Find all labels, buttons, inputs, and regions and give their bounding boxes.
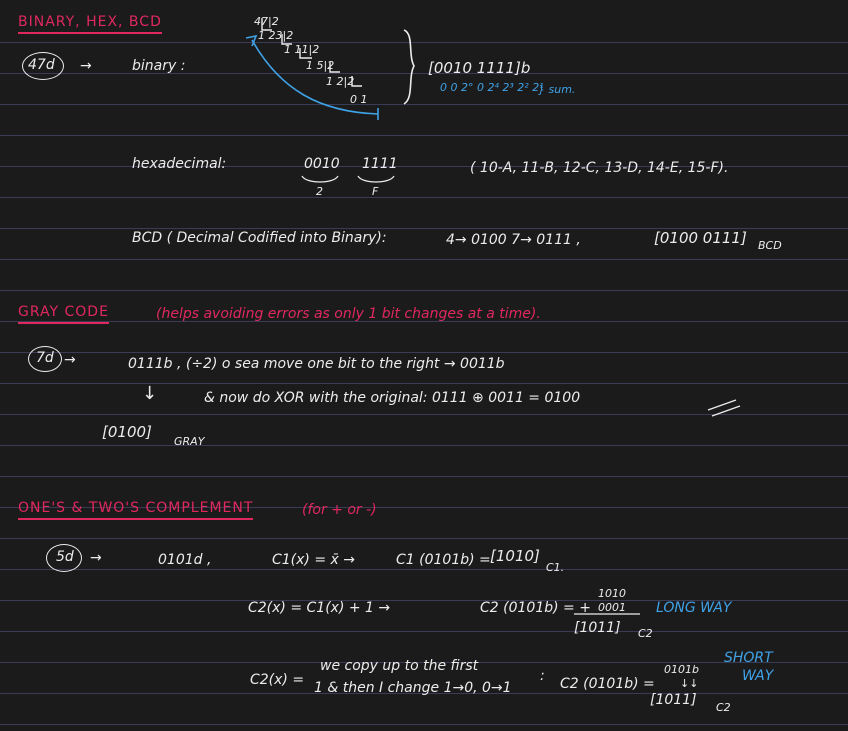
c2-short-calculation: C2 (0101b) = [560, 676, 655, 692]
gray-result: [0100] [102, 423, 152, 441]
circled-decimal-7-label: 7d [36, 350, 54, 366]
division-line-2: 1 23|2 [258, 29, 294, 42]
down-arrow-icon: ↓ [142, 383, 158, 404]
c1-calculation: C1 (0101b) = [396, 552, 491, 568]
c1-result: [1010] [490, 547, 540, 565]
binary-result: [0010 1111]b [428, 59, 531, 77]
short-way-result: [1011] [650, 692, 697, 708]
c2-definition: C2(x) = C1(x) + 1 → [248, 600, 391, 616]
hex-group-2: 1111 [362, 156, 398, 172]
colon-separator: : [540, 668, 545, 684]
c1-definition: C1(x) = x̄ → [272, 552, 355, 568]
long-way-label: LONG WAY [656, 600, 732, 616]
short-way-arrows: ↓↓ [680, 677, 699, 690]
bcd-mapping: 4→ 0100 7→ 0111 , [446, 232, 581, 248]
binary-sum-powers: 0 0 2° 0 2⁴ 2³ 2² 2¹ [440, 81, 544, 94]
c2-calculation: C2 (0101b) = + [480, 600, 591, 616]
short-way-top: 0101b [664, 663, 699, 676]
hex-group-1: 0010 [304, 156, 340, 172]
division-line-1: 47|2 [254, 15, 279, 28]
addition-top: 1010 [598, 587, 626, 600]
gray-code-note: (helps avoiding errors as only 1 bit changes at a time). [156, 306, 541, 322]
addition-bottom: 0001 [598, 601, 626, 614]
c2-short-definition: C2(x) = [250, 672, 305, 688]
short-way-result-subscript: C2 [716, 701, 731, 714]
gray-result-subscript: GRAY [174, 435, 205, 448]
division-line-6: 0 1 [350, 93, 368, 106]
complement-note: (for + or -) [302, 502, 377, 518]
hex-digit-1: 2 [316, 185, 323, 198]
short-way-label-1: SHORT [724, 650, 773, 666]
arrow-icon: → [90, 550, 102, 566]
binary-sum-label: } sum. [538, 83, 576, 96]
section-title-complement: ONE'S & TWO'S COMPLEMENT [18, 500, 253, 520]
hex-legend: ( 10-A, 11-B, 12-C, 13-D, 14-E, 15-F). [470, 160, 729, 176]
complement-value: 0101d , [158, 552, 212, 568]
hexadecimal-label: hexadecimal: [132, 156, 227, 172]
short-way-label-2: WAY [742, 668, 774, 684]
hex-digit-2: F [372, 185, 379, 198]
c1-result-subscript: C1. [546, 561, 565, 574]
gray-step-2: & now do XOR with the original: 0111 ⊕ 0011 = 0100 [204, 390, 581, 406]
section-title-binary-hex-bcd: BINARY, HEX, BCD [18, 14, 162, 34]
division-line-3: 1 11|2 [284, 43, 320, 56]
bcd-result-subscript: BCD [758, 239, 782, 252]
bcd-label: BCD ( Decimal Codified into Binary): [132, 230, 387, 246]
copy-rule-line-2: 1 & then I change 1→0, 0→1 [314, 680, 512, 696]
division-line-5: 1 2|2 [326, 75, 355, 88]
binary-label: binary : [132, 58, 186, 74]
gray-step-1: 0111b , (÷2) o sea move one bit to the right → 0011b [128, 356, 505, 372]
circled-decimal-5-label: 5d [56, 549, 74, 565]
arrow-icon: → [64, 352, 76, 368]
section-title-gray-code: GRAY CODE [18, 304, 109, 324]
c2-result: [1011] [574, 620, 621, 636]
bcd-result: [0100 0111] [654, 229, 747, 247]
circled-decimal-47-label: 47d [28, 57, 55, 73]
division-line-4: 1 5|2 [306, 59, 335, 72]
arrow-icon: → [80, 58, 92, 74]
copy-rule-line-1: we copy up to the first [320, 658, 479, 674]
c2-result-subscript: C2 [638, 627, 653, 640]
